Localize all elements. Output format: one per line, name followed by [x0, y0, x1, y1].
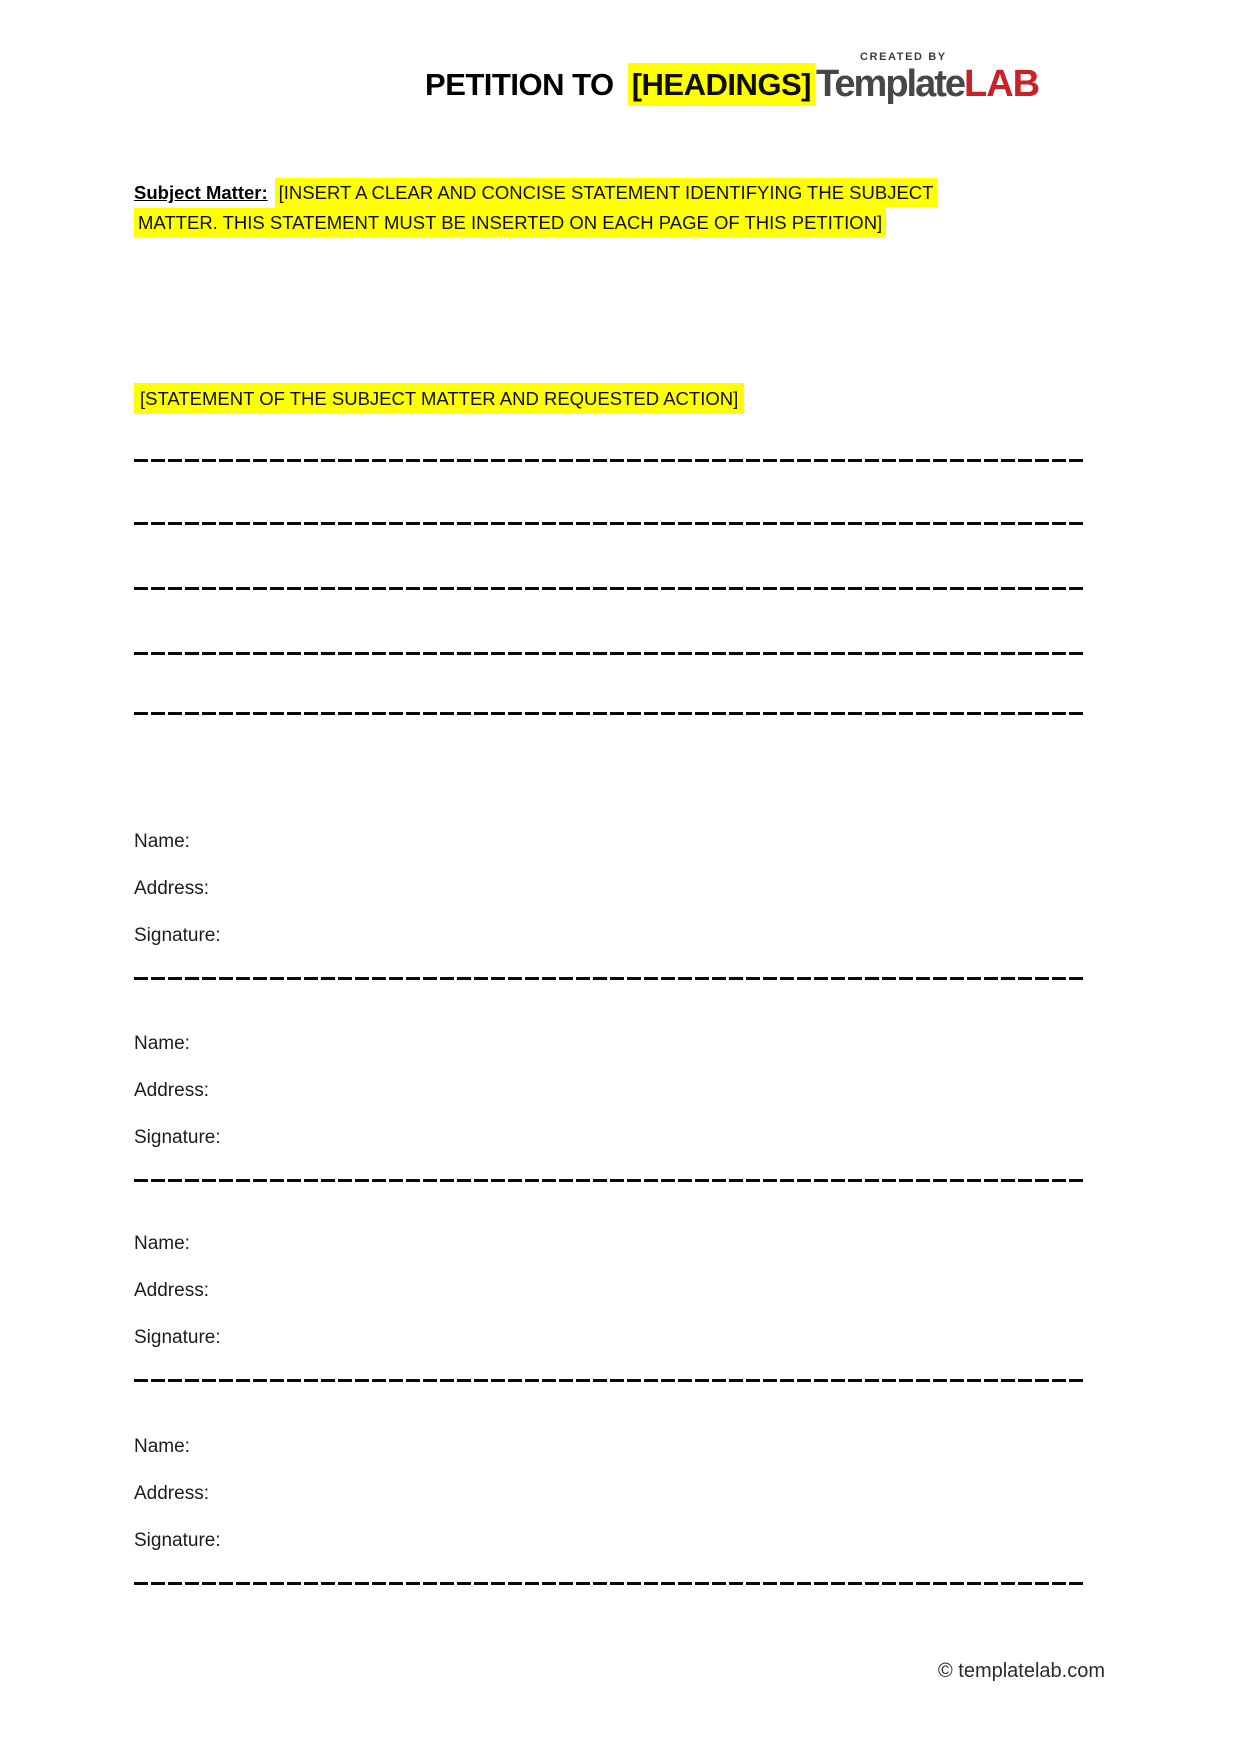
signature-label: Signature:: [134, 1127, 221, 1148]
title-text: PETITION TO: [425, 67, 614, 102]
signature-label: Signature:: [134, 1327, 221, 1348]
subject-matter-placeholder: [INSERT A CLEAR AND CONCISE STATEMENT IDENTIFYING THE SUBJECT MATTER. THIS STATEMENT MUST BE INSERTED ON EACH PAGE OF THIS PETITION]: [134, 178, 937, 237]
logo-brand-lab: LAB: [964, 63, 1040, 105]
statement-paragraph: [134, 386, 744, 412]
logo-brand-wordmark: [816, 65, 1039, 103]
name-label: Name:: [134, 1233, 190, 1254]
writing-line[interactable]: [134, 587, 1086, 590]
signature-block: [134, 1435, 1086, 1595]
block-divider-line: [134, 1179, 1086, 1182]
signature-block: [134, 830, 1086, 990]
block-divider-line: [134, 1379, 1086, 1382]
address-label: Address:: [134, 1080, 209, 1101]
name-label: Name:: [134, 831, 190, 852]
signature-label: Signature:: [134, 1530, 221, 1551]
statement-placeholder: [STATEMENT OF THE SUBJECT MATTER AND REQUESTED ACTION]: [134, 383, 744, 414]
block-divider-line: [134, 977, 1086, 980]
name-label: Name:: [134, 1436, 190, 1457]
signature-block: [134, 1032, 1086, 1192]
writing-line[interactable]: [134, 652, 1086, 655]
subject-matter-label: Subject Matter:: [134, 182, 268, 203]
footer-copyright: © templatelab.com: [937, 1660, 1105, 1682]
writing-line[interactable]: [134, 712, 1086, 715]
logo-brand-template: Template: [816, 63, 965, 105]
writing-line[interactable]: [134, 459, 1086, 462]
writing-line[interactable]: [134, 522, 1086, 525]
block-divider-line: [134, 1582, 1086, 1585]
address-label: Address:: [134, 1280, 209, 1301]
title-headings-placeholder: [HEADINGS]: [628, 63, 815, 106]
name-label: Name:: [134, 1033, 190, 1054]
templatelab-logo: [816, 52, 1039, 103]
signature-label: Signature:: [134, 925, 221, 946]
address-label: Address:: [134, 1483, 209, 1504]
signature-block: [134, 1232, 1086, 1392]
address-label: Address:: [134, 878, 209, 899]
logo-created-by-label: CREATED BY: [860, 51, 947, 63]
subject-matter-paragraph: [134, 178, 966, 238]
document-title: [0, 64, 1240, 106]
